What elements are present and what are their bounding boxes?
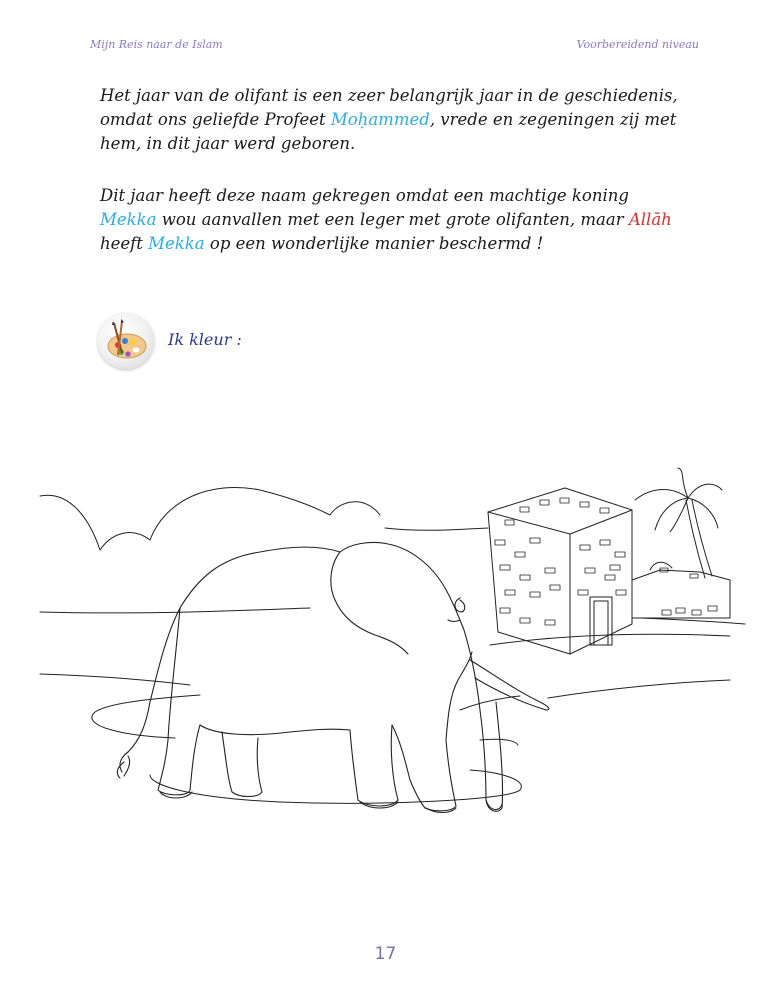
hill-outline — [40, 487, 380, 550]
pond-outline — [150, 770, 521, 803]
prophet-name: Moḥammed — [330, 110, 430, 129]
pond-outline-2 — [480, 739, 518, 745]
paragraph1-line2 — [100, 108, 700, 132]
elephant-coloring-drawing — [0, 440, 771, 840]
paragraph2-line3-start: heeft — [100, 234, 149, 253]
level-label: Voorbereidend niveau — [576, 38, 699, 51]
place-name-mekka: Mekka — [100, 210, 157, 229]
paragraph1-line1: Het jaar van de olifant is een zeer belangrijk jaar in de geschiedenis, — [100, 86, 678, 105]
ground-line-mid — [548, 680, 730, 698]
hill-outline-2 — [385, 528, 488, 530]
paragraph2-line3-end: op een wonderlijke manier beschermd ! — [204, 234, 544, 253]
paragraph2-line2-mid: wou aanvallen met een leger met grote olifanten, maar — [156, 210, 629, 229]
activity-label: Ik kleur : — [168, 330, 242, 349]
paragraph-mekka — [100, 184, 700, 256]
horizon-line-2 — [40, 674, 190, 685]
place-name-mekka-2: Mekka — [148, 234, 205, 253]
paragraph1-line2-start: omdat ons geliefde Profeet — [100, 110, 331, 129]
horizon-line — [40, 608, 310, 613]
book-title: Mijn Reis naar de Islam — [90, 38, 223, 51]
kaaba-building — [488, 488, 632, 654]
paragraph2-line2 — [100, 208, 700, 232]
page-number: 17 — [374, 944, 397, 964]
paragraph2-line1: Dit jaar heeft deze naam gekregen omdat een machtige koning — [100, 186, 629, 205]
path-outline-2 — [460, 696, 520, 710]
house-and-palm — [632, 468, 730, 618]
paragraph1-line3: hem, in dit jaar werd geboren. — [100, 134, 356, 153]
ground-line-far-right — [640, 618, 745, 624]
paragraph-year-of-elephant — [100, 84, 700, 156]
paragraph2-line3 — [100, 232, 700, 256]
paint-palette-icon — [98, 313, 154, 369]
elephant-outline — [117, 542, 549, 812]
paragraph1-line2-end: , vrede en zegeningen zij met — [429, 110, 677, 129]
ground-line-right — [490, 634, 730, 645]
path-outline — [92, 695, 200, 738]
god-name: Allāh — [628, 210, 672, 229]
